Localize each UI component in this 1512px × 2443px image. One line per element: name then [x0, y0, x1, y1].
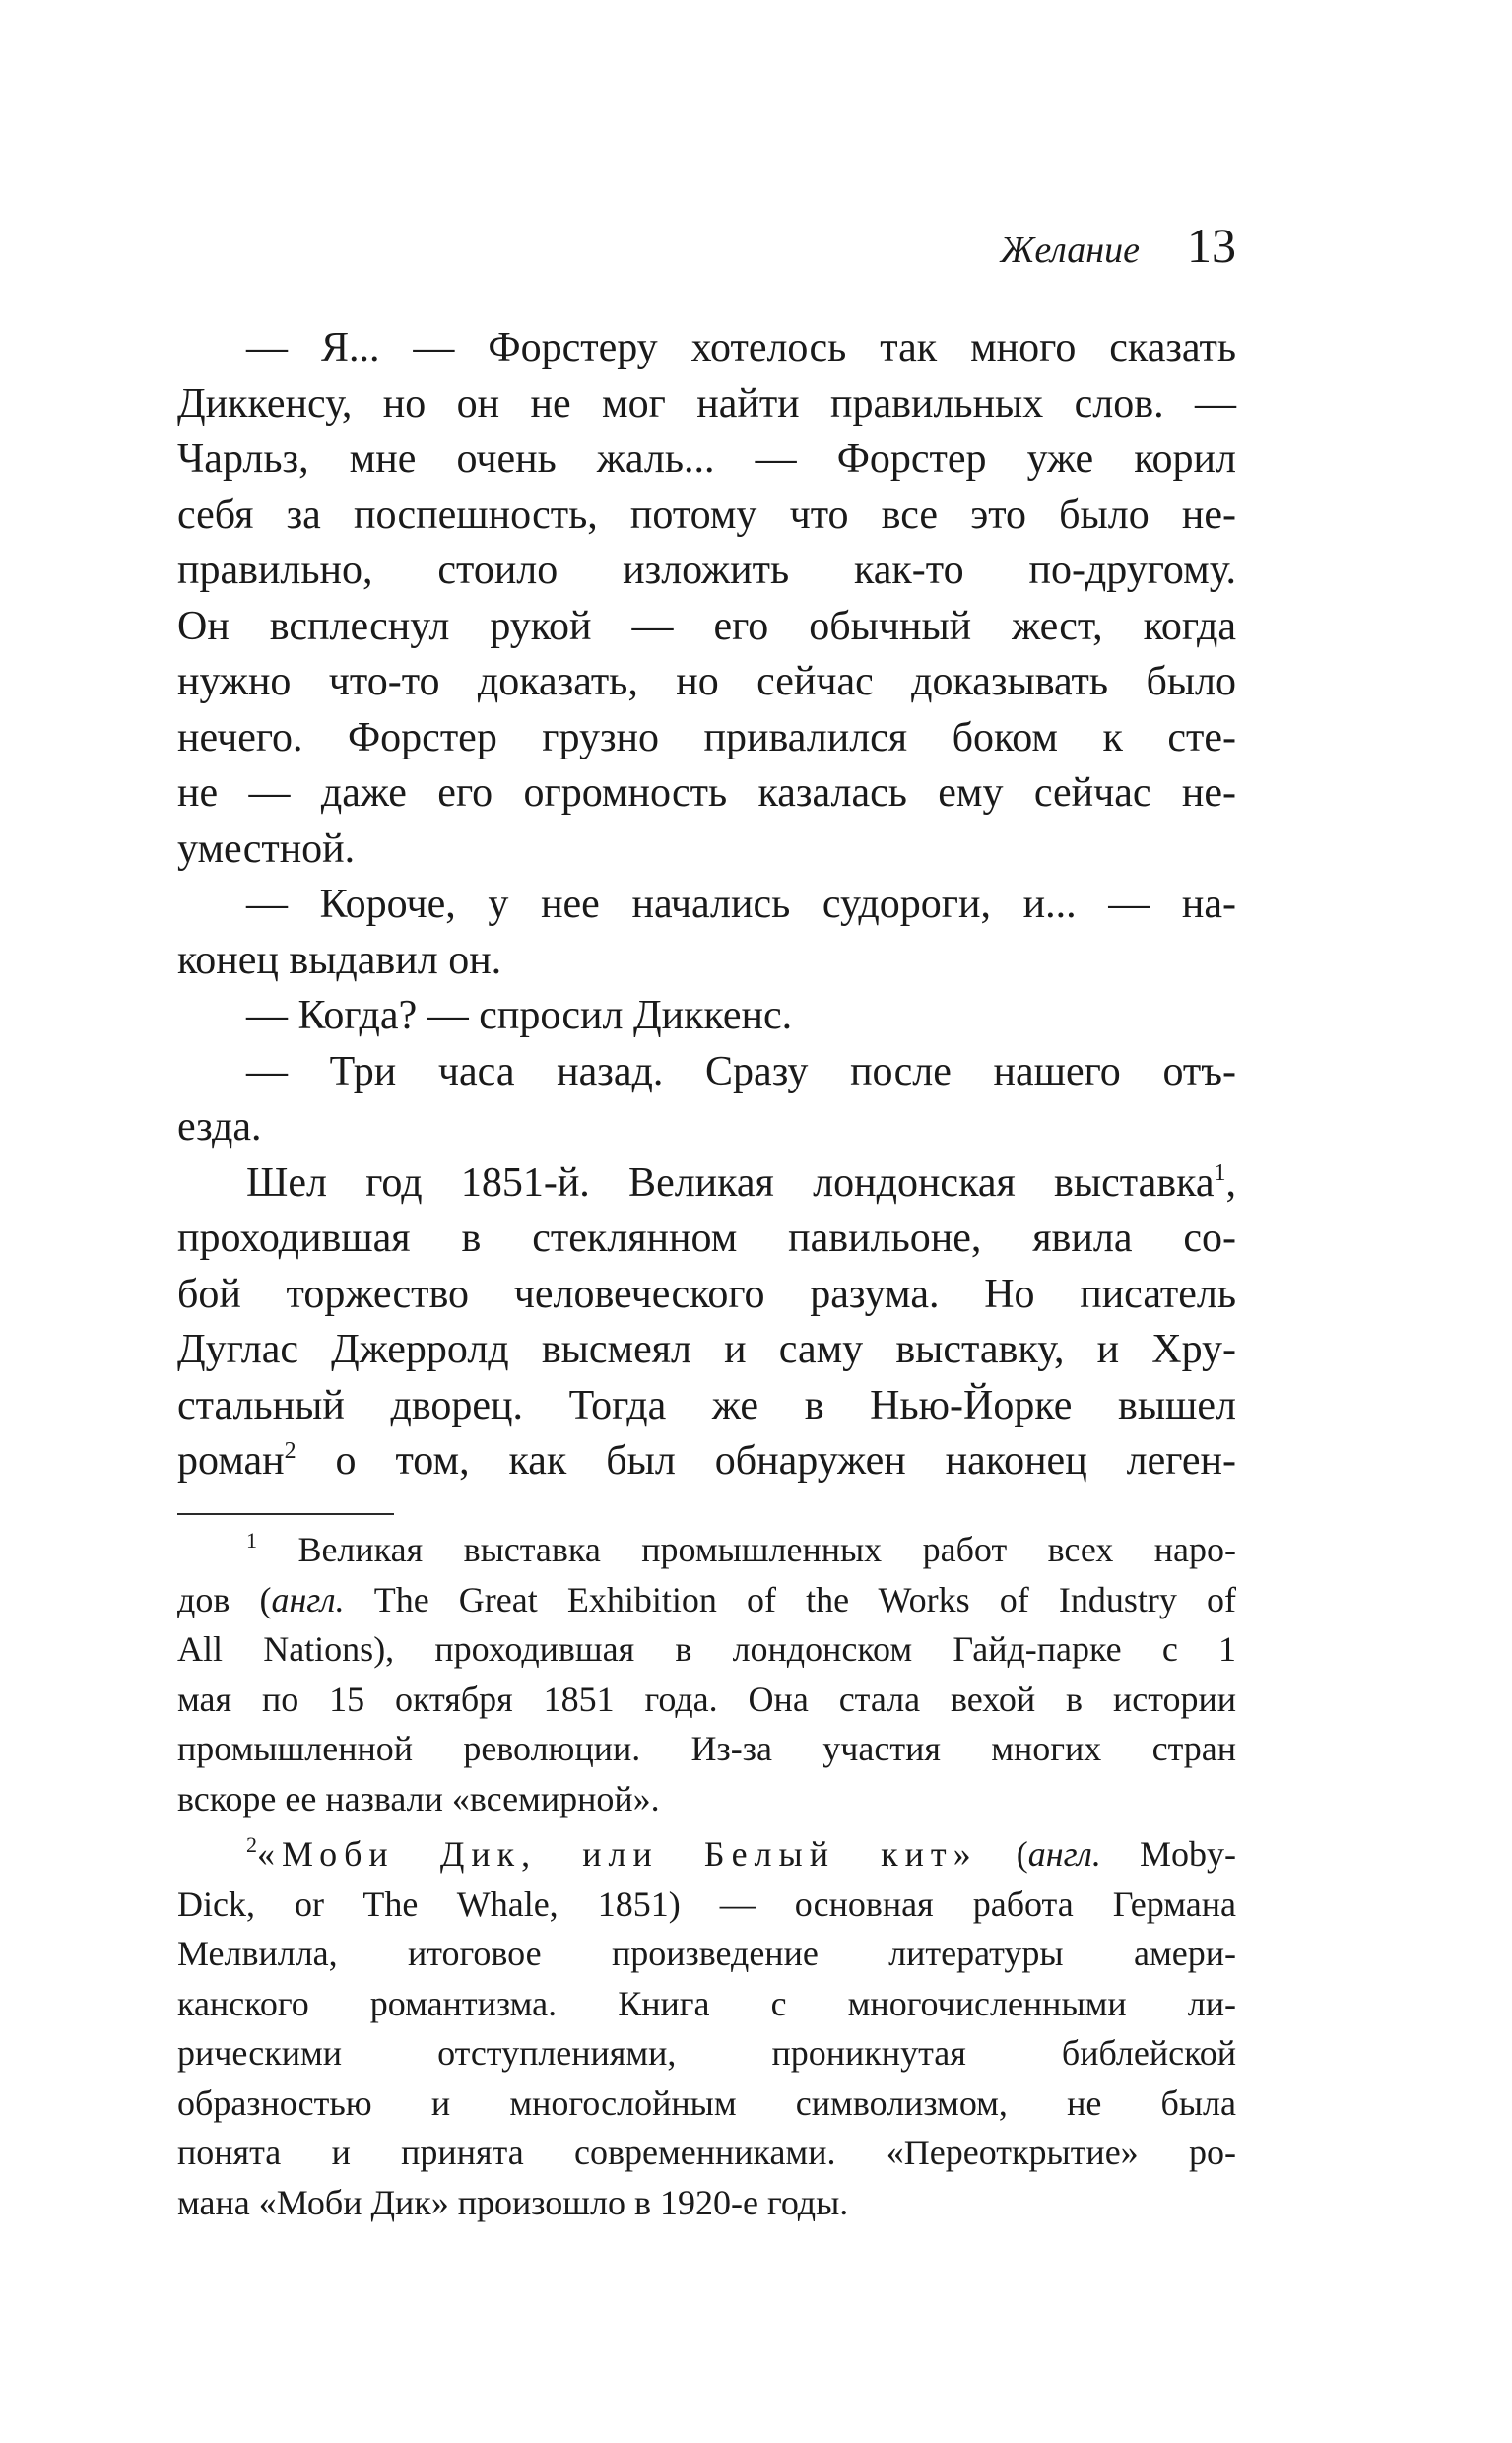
- footnote-2-line: Мелвилла, итоговое произведение литературы амери-: [177, 1934, 1236, 1973]
- footnote-1-mark: 1: [246, 1528, 257, 1552]
- footnote-1-line: вскоре ее назвали «всемирной».: [177, 1778, 660, 1818]
- footnote-2-line: канского романтизма. Книга с многочисленными ли-: [177, 1983, 1236, 2023]
- text-line: уместной.: [177, 825, 356, 872]
- text-segment: Moby-: [1100, 1834, 1236, 1874]
- running-head: [177, 217, 1236, 276]
- footnote-2-line: [177, 1829, 1236, 1880]
- footnote-2-line: рическими отступлениями, проникнутая библейской: [177, 2033, 1236, 2073]
- text-segment: Шел год 1851-й. Великая лондонская выставка: [246, 1159, 1215, 1206]
- footnote-1-line: [177, 1575, 1236, 1625]
- text-segment: о том, как был обнаружен наконец леген-: [296, 1438, 1236, 1484]
- language-abbrev: англ.: [271, 1579, 345, 1619]
- footnote-2-mark: 2: [246, 1832, 257, 1857]
- text-segment: ,: [1225, 1159, 1236, 1206]
- running-head-title: Желание: [1000, 230, 1140, 271]
- text-line: бой торжество человеческого разума. Но писатель: [177, 1271, 1236, 1317]
- text-line: езда.: [177, 1104, 262, 1150]
- text-line: Чарльз, мне очень жаль... — Форстер уже корил: [177, 436, 1236, 482]
- footnote-1-line: [177, 1525, 1236, 1575]
- text-line: — Короче, у нее начались судороги, и... — на-: [246, 882, 1236, 927]
- text-segment: (: [977, 1834, 1028, 1874]
- text-segment: The Great Exhibition of the Works of Industry of: [344, 1579, 1236, 1619]
- text-line: стальный дворец. Тогда же в Нью-Йорке вышел: [177, 1382, 1236, 1428]
- footnote-1-line: промышленной революции. Из-за участия многих стран: [177, 1729, 1236, 1768]
- footnote-2-line: Dick, or The Whale, 1851) — основная работа Германа: [177, 1883, 1236, 1924]
- text-line: — Когда? — спросил Диккенс.: [246, 993, 793, 1038]
- text-line: [177, 1155, 1236, 1212]
- footnote-2-line: понята и принята современниками. «Переоткрытие» ро-: [177, 2133, 1236, 2172]
- text-line: нечего. Форстер грузно привалился боком к сте-: [177, 714, 1236, 760]
- footnote-2-title: «Моби Дик, или Белый кит»: [257, 1834, 978, 1874]
- text-line: Диккенсу, но он не мог найти правильных слов. —: [177, 380, 1236, 427]
- page-number: 13: [1187, 218, 1236, 273]
- text-segment: роман: [177, 1438, 285, 1484]
- footnote-ref-1[interactable]: 1: [1214, 1159, 1226, 1186]
- footnote-1-line: мая по 15 октября 1851 года. Она стала вехой в истории: [177, 1679, 1236, 1719]
- text-line: Дуглас Джерролд высмеял и саму выставку, и Хру-: [177, 1327, 1236, 1372]
- text-line: правильно, стоило изложить как-то по-другому.: [177, 548, 1236, 593]
- language-abbrev: англ.: [1027, 1834, 1101, 1874]
- main-text: [177, 320, 1236, 1489]
- footnote-2-line: мана «Моби Дик» произошло в 1920-е годы.: [177, 2182, 849, 2222]
- text-line: проходившая в стеклянном павильоне, явила со-: [177, 1216, 1236, 1261]
- text-line: — Три часа назад. Сразу после нашего отъ-: [246, 1048, 1236, 1094]
- text-line: Он всплеснул рукой — его обычный жест, когда: [177, 603, 1236, 649]
- text-segment: Великая выставка промышленных работ всех наро-: [257, 1530, 1236, 1569]
- text-line: — Я... — Форстеру хотелось так много сказать: [246, 325, 1236, 370]
- text-line: себя за поспешность, потому что все это было не-: [177, 492, 1236, 538]
- footnote-ref-2[interactable]: 2: [284, 1438, 296, 1464]
- footnote-2-line: образностью и многослойным символизмом, не была: [177, 2082, 1236, 2123]
- footnotes: [177, 1525, 1236, 2227]
- footnote-1-line: All Nations), проходившая в лондонском Гайд-парке с 1: [177, 1629, 1236, 1669]
- text-segment: дов (: [177, 1579, 272, 1619]
- text-line: конец выдавил он.: [177, 937, 502, 983]
- footnote-divider: [177, 1513, 394, 1515]
- text-line: не — даже его огромность казалась ему сейчас не-: [177, 770, 1236, 816]
- text-line: [177, 1433, 1236, 1489]
- text-line: нужно что-то доказать, но сейчас доказывать было: [177, 659, 1236, 704]
